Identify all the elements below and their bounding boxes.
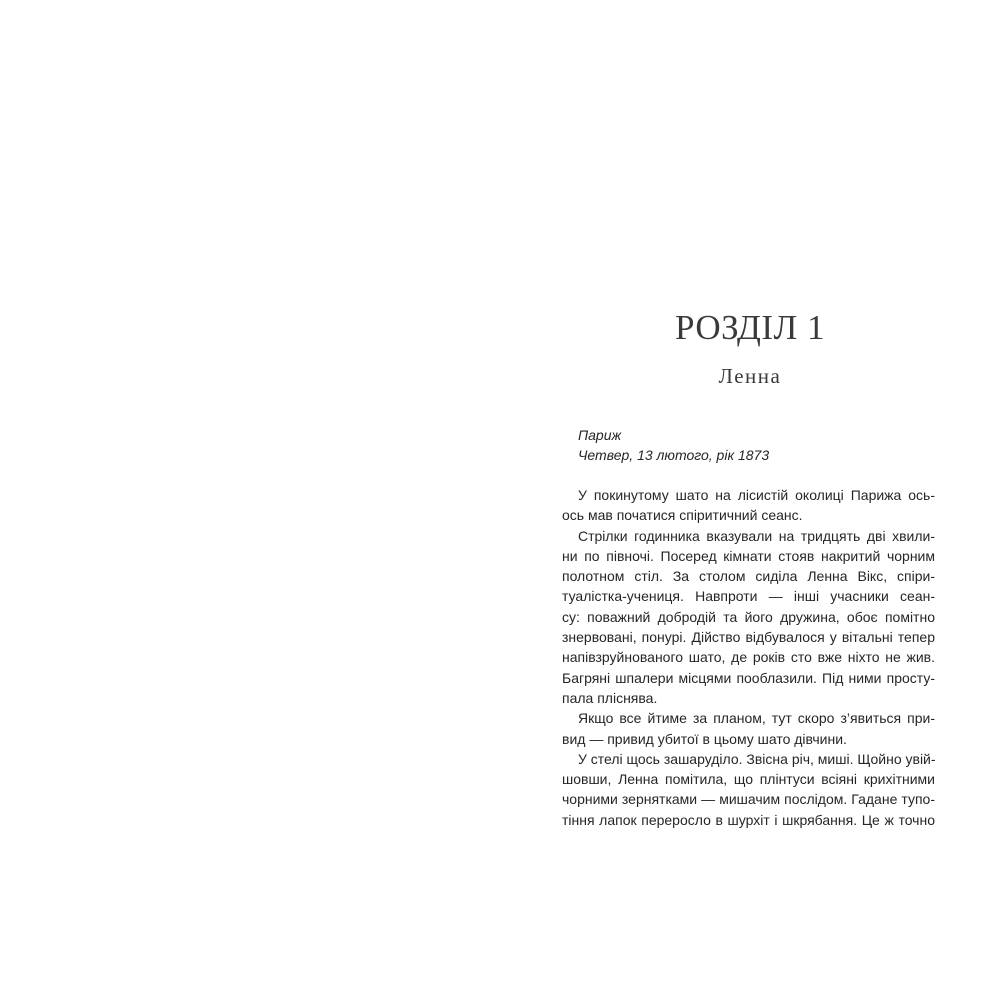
text-line: У стелі щось зашаруділо. Звісна річ, миші. Щойно увій- xyxy=(578,750,936,767)
text-line: пала пліснява. xyxy=(562,689,658,706)
text-line: Стрілки годинника вказували на тридцять дві хвили- xyxy=(578,527,935,544)
text-line: шовши, Ленна помітила, що плінтуси всіяні крихітними xyxy=(562,771,935,788)
text-line: туалістка-учениця. Навпроти — інші учасники сеан- xyxy=(562,588,935,605)
place-date-block xyxy=(578,425,938,465)
text-line: У покинутому шато на лісистій околиці Парижа ось- xyxy=(578,487,935,503)
text-line: знервовані, понурі. Дійство відбувалося у вітальні тепер xyxy=(562,629,935,646)
text-line: вид — привид убитої в цьому шато дівчини. xyxy=(562,730,847,747)
body-text xyxy=(562,485,935,830)
text-line: су: поважний добродій та його дружина, обоє помітно xyxy=(562,608,935,625)
text-line: напівзруйнованого шато, де років сто вже ніхто не жив. xyxy=(562,649,935,666)
text-line: полотном стіл. За столом сиділа Ленна Вікс, спіри- xyxy=(562,568,935,585)
text-line: чорними зернятками — мишачим послідом. Гадане тупо- xyxy=(562,791,935,808)
text-line: ни по півночі. Посеред кімнати стояв накритий чорним xyxy=(562,547,935,564)
chapter-subtitle: Ленна xyxy=(718,364,782,388)
text-line: ось мав початися спіритичний сеанс. xyxy=(562,507,803,524)
text-line: Якщо все йтиме за планом, тут скоро з’явиться при- xyxy=(578,710,935,727)
place-line: Париж xyxy=(578,427,622,443)
chapter-title: РОЗДІЛ 1 xyxy=(674,308,826,347)
text-line: Багряні шпалери місцями пооблазили. Під ними просту- xyxy=(562,669,935,686)
date-line: Четвер, 13 лютого, рік 1873 xyxy=(578,447,770,463)
text-line: тіння лапок переросло в шурхіт і шкрябання. Це ж точно xyxy=(562,811,935,828)
